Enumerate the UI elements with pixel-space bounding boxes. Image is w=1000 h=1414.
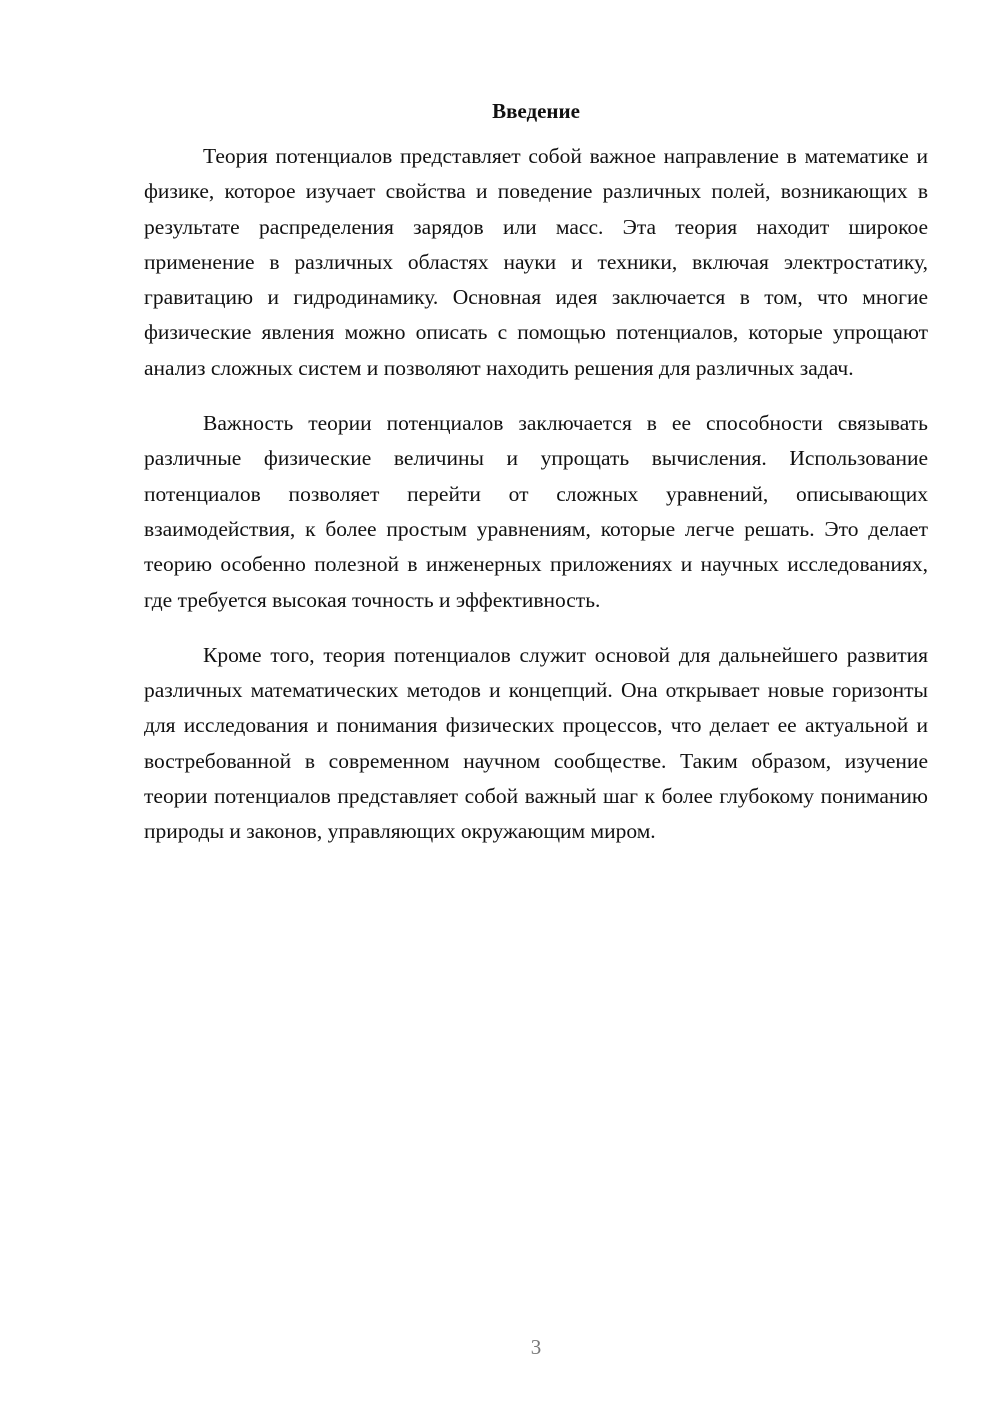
section-heading: Введение [492, 99, 580, 123]
paragraph-1: Теория потенциалов представляет собой важное направление в математике и физике, которое изучает свойства и поведение различных полей, возникающих в результате распределения зарядов или масс. Эта теория находит широкое применение в различных областях науки и техники, включая электростатику, гравитацию и гидродинамику. Основная идея заключается в том, что многие физические явления можно описать с помощью потенциалов, которые упрощают анализ сложных систем и позволяют находить решения для различных задач. [144, 144, 928, 380]
paragraph-2: Важность теории потенциалов заключается в ее способности связывать различные физические величины и упрощать вычисления. Использование потенциалов позволяет перейти от сложных уравнений, описывающих взаимодействия, к более простым уравнениям, которые легче решать. Это делает теорию особенно полезной в инженерных приложениях и научных исследованиях, где требуется высокая точность и эффективность. [144, 411, 928, 612]
page-content [144, 96, 928, 870]
page-number: 3 [530, 1335, 542, 1359]
paragraph-3: Кроме того, теория потенциалов служит основой для дальнейшего развития различных математических методов и концепций. Она открывает новые горизонты для исследования и понимания физических процессов, что делает ее актуальной и востребованной в современном научном сообществе. Таким образом, изучение теории потенциалов представляет собой важный шаг к более глубокому пониманию природы и законов, управляющих окружающим миром. [144, 642, 928, 844]
